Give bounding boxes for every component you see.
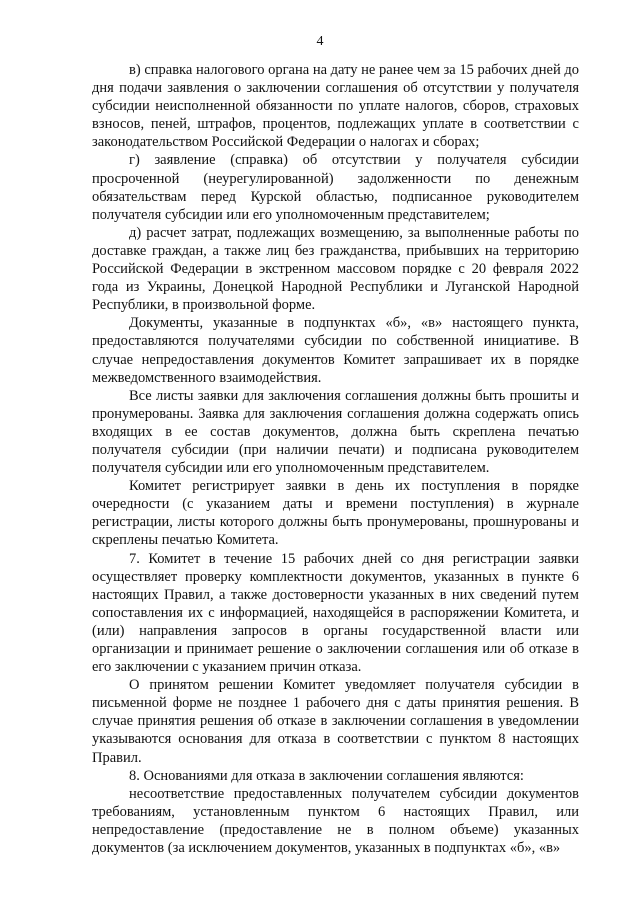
paragraph-sheets-stitched: Все листы заявки для заключения соглашения должны быть прошиты и пронумерованы. Заявка для заключения соглашения должна содержать опись входящих в ее состав документов, должна быть скреплена печатью получателя субсидии (при наличии печати) и подписана руководителем получателя субсидии или его уполномоченным представителем. — [92, 387, 579, 477]
paragraph-tax-certificate: в) справка налогового органа на дату не ранее чем за 15 рабочих дней до дня подачи заявления о заключении соглашения об отсутствии у получателя субсидии неисполненной обязанности по уплате налогов, сборов, страховых взносов, пеней, штрафов, процентов, подлежащих уплате в соответствии с законодательством Российской Федерации о налогах и сборах; — [92, 62, 579, 151]
paragraph-clause-8: 8. Основаниями для отказа в заключении соглашения являются: — [129, 767, 524, 784]
paragraph-own-initiative: Документы, указанные в подпунктах «б», «в» настоящего пункта, предоставляются получателями субсидии по собственной инициативе. В случае непредоставления документов Комитет запрашивает их в порядке межведомственного взаимодействия. — [92, 315, 579, 386]
page-number: 4 — [316, 34, 324, 49]
document-body — [92, 61, 579, 857]
paragraph-nonconformity: несоответствие предоставленных получателем субсидии документов требованиям, установленным пунктом 6 настоящих Правил, или непредоставление (предоставление не в полном объеме) указанных документов (за исключением документов, указанных в подпунктах «б», «в» — [92, 785, 579, 857]
paragraph-debt-statement: г) заявление (справка) об отсутствии у получателя субсидии просроченной (неурегулированной) задолженности по денежным обязательствам перед Курской областью, подписанное руководителем получателя субсидии или его уполномоченным представителем; — [92, 152, 579, 223]
paragraph-cost-calculation: д) расчет затрат, подлежащих возмещению, за выполненные работы по доставке граждан, а также лиц без гражданства, прибывших на территорию Российской Федерации в экстренном массовом порядке с 20 февраля 2022 года из Украины, Донецкой Народной Республики и Луганской Народной Республики, в произвольной форме. — [92, 224, 579, 314]
paragraph-clause-7: 7. Комитет в течение 15 рабочих дней со дня регистрации заявки осуществляет проверку комплектности документов, указанных в пункте 6 настоящих Правил, а также достоверности указанных в них сведений путем сопоставления их с информацией, находящейся в распоряжении Комитета, и (или) направления запросов в органы государственной власти или организации и принимает решение о заключении соглашения или об отказе в его заключении с указанием причин отказа. — [92, 550, 579, 676]
paragraph-notification: О принятом решении Комитет уведомляет получателя субсидии в письменной форме не позднее 1 рабочего дня с даты принятия решения. В случае принятия решения об отказе в заключении соглашения в уведомлении указываются основания для отказа в соответствии с пунктом 8 настоящих Правил. — [92, 677, 579, 766]
paragraph-registration: Комитет регистрирует заявки в день их поступления в порядке очередности (с указанием даты и времени поступления) в журнале регистрации, листы которого должны быть пронумерованы, прошнурованы и скреплены печатью Комитета. — [92, 478, 579, 549]
